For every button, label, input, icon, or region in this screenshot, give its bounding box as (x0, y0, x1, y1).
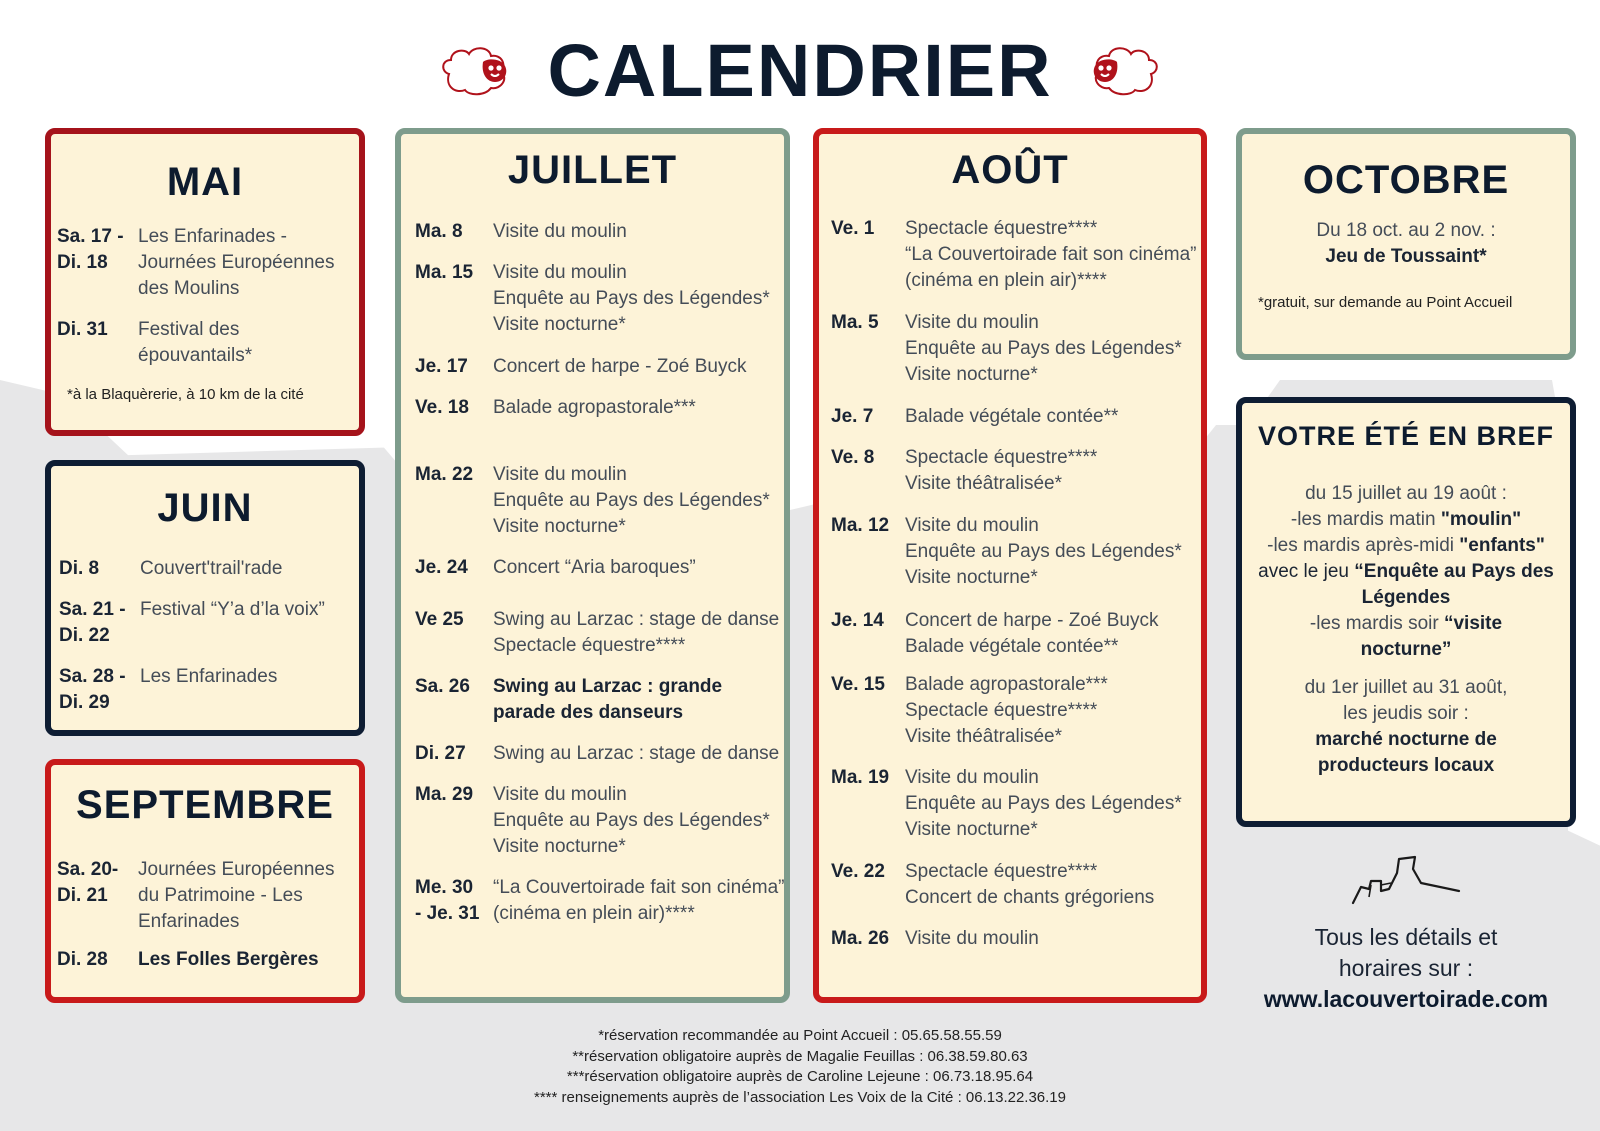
event-row (831, 608, 1158, 660)
event-row (831, 404, 1118, 430)
octobre-event: Jeu de Toussaint* (1325, 246, 1487, 267)
event-date: Je. 7 (831, 406, 874, 427)
event-date: Je. 24 (415, 557, 468, 578)
event-date: Je. 14 (831, 610, 884, 631)
sheep-icon (1087, 42, 1161, 100)
event-row (831, 513, 1182, 591)
event-row (831, 765, 1182, 843)
event-date: Ma. 26 (831, 928, 890, 949)
page-title: CALENDRIER (547, 29, 1053, 112)
bref-heading: VOTRE ÉTÉ EN BREF (1257, 421, 1555, 451)
month-heading: OCTOBRE (1302, 158, 1510, 202)
event-text: Spectacle équestre**** Concert de chants grégoriens (905, 861, 1155, 908)
event-text: Balade agropastorale*** Spectacle équestre**** Visite théâtralisée* (905, 674, 1108, 747)
title-row (0, 26, 1600, 116)
event-row (415, 260, 770, 338)
event-date: Di. 28 (57, 949, 108, 970)
event-date: Sa. 17 - Di. 18 (57, 226, 124, 273)
card-bref (1236, 397, 1576, 827)
event-text: Balade végétale contée** (905, 406, 1119, 427)
event-date: Di. 8 (59, 558, 100, 579)
footnote: **** renseignements auprès de l’association Les Voix de la Cité : 06.13.22.36.19 (533, 1088, 1066, 1106)
event-row (59, 597, 325, 649)
card-octobre (1236, 128, 1576, 360)
event-text: Visite du moulin (905, 928, 1039, 949)
event-row (59, 664, 277, 716)
sheep-icon (439, 42, 513, 100)
event-date: Ve. 15 (831, 674, 885, 695)
event-text: Spectacle équestre**** Visite théâtralisée* (905, 447, 1098, 494)
event-date: Ma. 15 (415, 262, 474, 283)
month-heading: JUIN (157, 486, 253, 530)
event-row (415, 782, 770, 860)
month-heading: JUILLET (507, 148, 678, 192)
event-date: Ve. 8 (831, 447, 875, 468)
event-date: Sa. 21 - Di. 22 (59, 599, 126, 646)
event-text: Festival des épouvantails* (138, 319, 253, 366)
event-row (831, 310, 1182, 388)
event-date: Ma. 19 (831, 767, 890, 788)
mai-note: *à la Blaquèrerie, à 10 km de la cité (67, 386, 304, 403)
event-date: Ma. 8 (415, 221, 463, 242)
footnote: **réservation obligatoire auprès de Magalie Feuillas : 06.38.59.80.63 (572, 1047, 1028, 1065)
castle-icon (1350, 855, 1462, 905)
event-text: Visite du moulin Enquête au Pays des Légendes* Visite nocturne* (493, 464, 770, 537)
footnote: *réservation recommandée au Point Accueil : 05.65.58.55.59 (598, 1027, 1002, 1044)
bref-summary: du 15 juillet au 19 août : -les mardis matin "moulin" -les mardis après-midi "enfants" avec le jeu “Enquête au Pays des Légendes -les mardis soir “visite nocturne” du 1er juillet au 31 août, les jeudis soir : marché nocturne de producteurs locaux (1258, 483, 1554, 776)
event-date: Ve. 18 (415, 397, 469, 418)
event-row (415, 875, 784, 927)
details-line: Tous les détails et (1314, 924, 1498, 950)
event-row (415, 674, 722, 726)
month-heading: AOÛT (951, 148, 1069, 192)
event-text: Balade agropastorale*** (493, 397, 696, 418)
event-text: Spectacle équestre**** “La Couvertoirade fait son cinéma” (cinéma en plein air)**** (905, 218, 1197, 291)
event-date: Di. 31 (57, 319, 108, 340)
footnotes (0, 1026, 1600, 1108)
event-text: Journées Européennes du Patrimoine - Les Enfarinades (138, 859, 335, 932)
event-row (415, 462, 770, 540)
event-text: Visite du moulin (493, 221, 627, 242)
event-text: Concert de harpe - Zoé Buyck (493, 356, 747, 377)
event-row (831, 216, 1196, 294)
event-text: Les Enfarinades (140, 666, 278, 687)
event-date: Sa. 26 (415, 676, 470, 697)
event-date: Di. 27 (415, 743, 466, 764)
octobre-note: *gratuit, sur demande au Point Accueil (1258, 294, 1513, 311)
event-text: Concert de harpe - Zoé Buyck Balade végétale contée** (905, 610, 1159, 657)
event-date: Sa. 28 - Di. 29 (59, 666, 126, 713)
event-text: Visite du moulin Enquête au Pays des Légendes* Visite nocturne* (905, 515, 1182, 588)
event-date: Ma. 29 (415, 784, 474, 805)
event-date: Ve 25 (415, 609, 464, 630)
event-date: Je. 17 (415, 356, 468, 377)
card-aout (813, 128, 1207, 1003)
month-heading: MAI (166, 160, 244, 204)
event-row (831, 859, 1154, 911)
card-septembre (45, 759, 365, 1003)
event-text: Festival “Y’a d’la voix” (140, 599, 325, 620)
event-text: Visite du moulin Enquête au Pays des Légendes* Visite nocturne* (905, 312, 1182, 385)
footnote: ***réservation obligatoire auprès de Caroline Lejeune : 06.73.18.95.64 (566, 1068, 1034, 1085)
event-text: Visite du moulin Enquête au Pays des Légendes* Visite nocturne* (493, 262, 770, 335)
event-text: Les Enfarinades - Journées Européennes des Moulins (138, 226, 335, 299)
event-row (415, 354, 746, 380)
event-row (57, 224, 334, 302)
event-text: Concert “Aria baroques” (493, 557, 696, 578)
event-text: Couvert'trail'rade (140, 558, 283, 579)
event-row (415, 395, 696, 421)
event-row (415, 607, 779, 659)
event-text: Swing au Larzac : stage de danse (493, 743, 780, 764)
month-heading: SEPTEMBRE (76, 783, 334, 827)
event-row (415, 741, 779, 767)
event-row (415, 219, 627, 245)
event-text: Visite du moulin Enquête au Pays des Légendes* Visite nocturne* (905, 767, 1182, 840)
card-juin (45, 460, 365, 736)
event-text: Visite du moulin Enquête au Pays des Légendes* Visite nocturne* (493, 784, 770, 857)
event-text: “La Couvertoirade fait son cinéma” (cinéma en plein air)**** (493, 877, 785, 924)
card-mai (45, 128, 365, 436)
details-block (1236, 922, 1576, 1015)
event-text: Swing au Larzac : grande parade des danseurs (493, 676, 723, 723)
event-date: Ve. 22 (831, 861, 885, 882)
website-link[interactable]: www.lacouvertoirade.com (1263, 986, 1549, 1012)
event-row (831, 672, 1108, 750)
event-date: Ma. 12 (831, 515, 890, 536)
details-line: horaires sur : (1338, 955, 1474, 981)
event-text: Les Folles Bergères (138, 949, 319, 970)
event-row (415, 555, 696, 581)
event-row (57, 317, 252, 369)
event-date: Me. 30 - Je. 31 (415, 877, 480, 924)
event-date: Sa. 20- Di. 21 (57, 859, 119, 906)
event-date: Ve. 1 (831, 218, 875, 239)
event-date: Ma. 22 (415, 464, 474, 485)
octobre-dates: Du 18 oct. au 2 nov. : (1316, 220, 1496, 241)
event-row (57, 947, 319, 973)
event-row (831, 926, 1039, 952)
event-row (57, 857, 334, 935)
event-row (831, 445, 1097, 497)
event-text: Swing au Larzac : stage de danse Spectacle équestre**** (493, 609, 780, 656)
event-row (59, 556, 282, 582)
card-juillet (395, 128, 790, 1003)
event-date: Ma. 5 (831, 312, 879, 333)
